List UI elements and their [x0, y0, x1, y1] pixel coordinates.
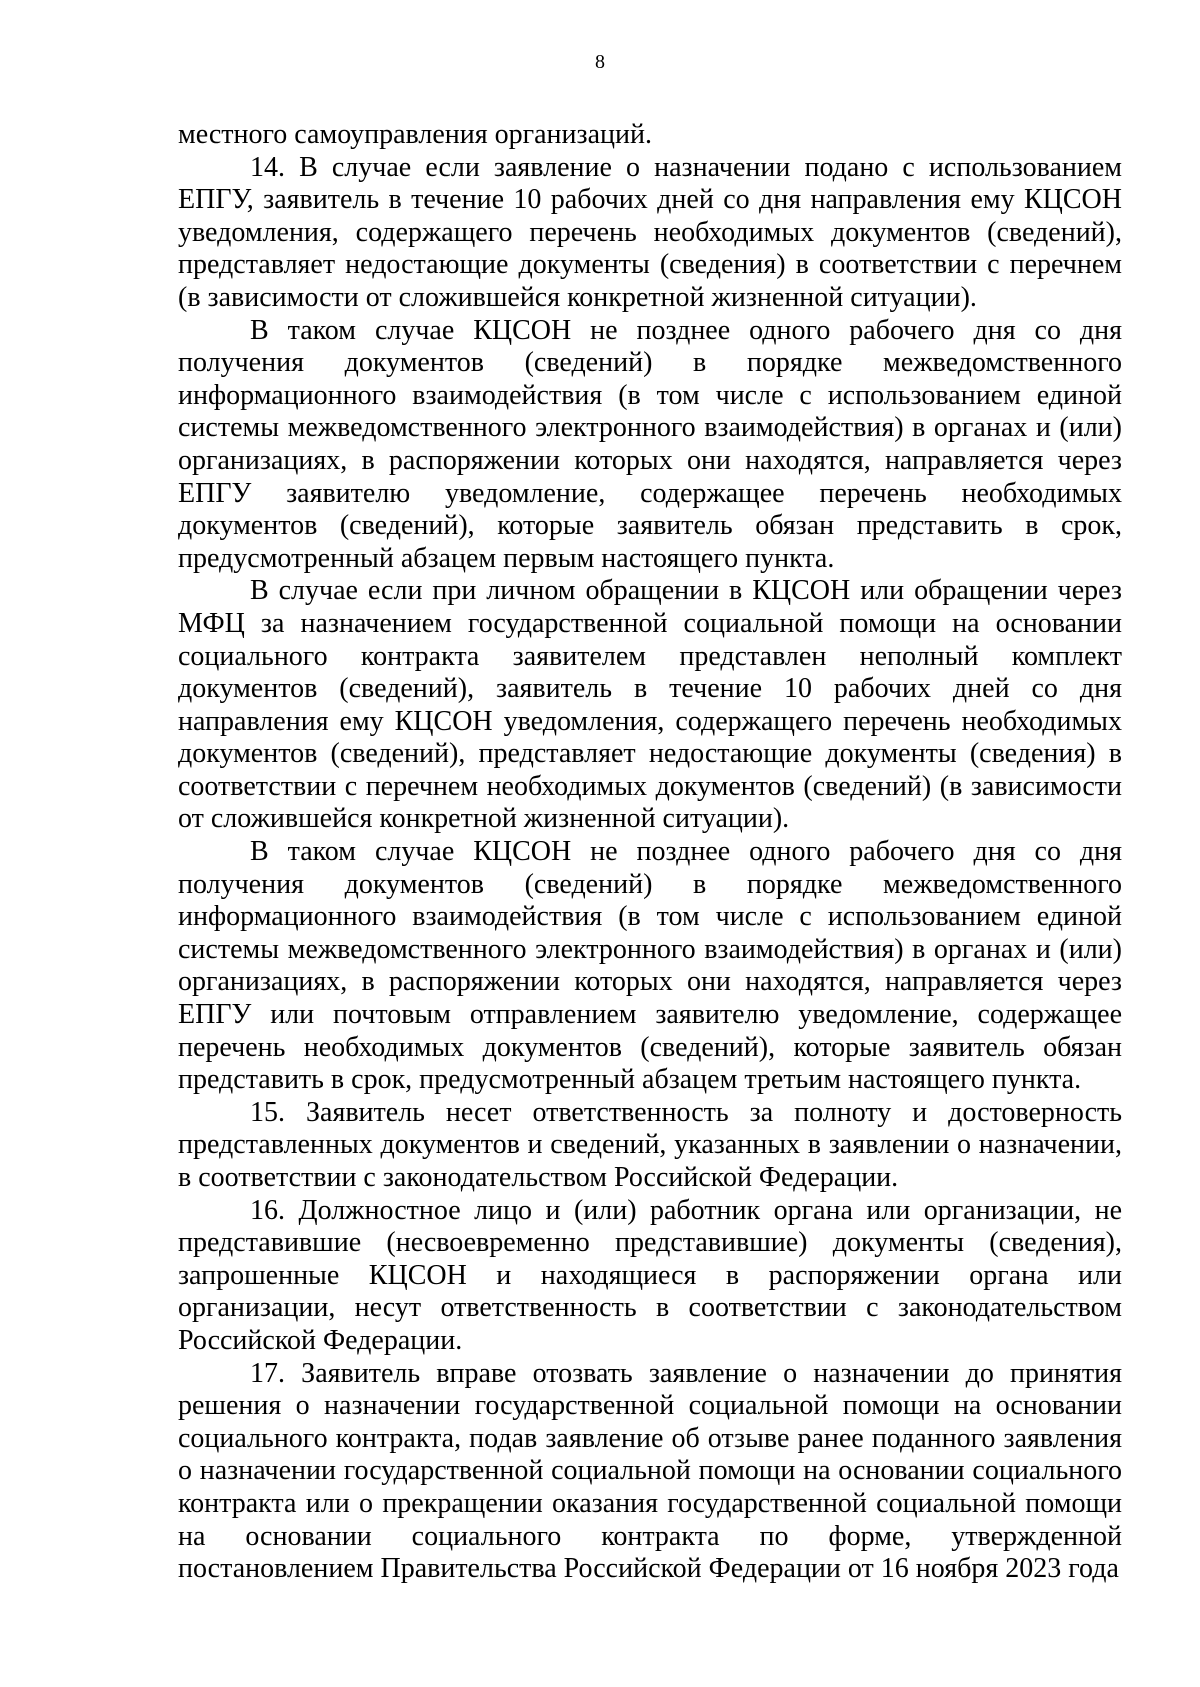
paragraph-17: 17. Заявитель вправе отозвать заявление о назначении до принятия решения о назначении государственной социальной помощи на основании социального контракта, подав заявление об отзыве ранее поданного заявления о назначении государственной социальной помощи на основании социального контракта или о прекращении оказания государственной социальной помощи на основании социального контракта по форме, утвержденной постановлением Правительства Российской Федерации от 16 ноября 2023 года [178, 1357, 1122, 1585]
paragraph-14-personal-appeal: В случае если при личном обращении в КЦСОН или обращении через МФЦ за назначением государственной социальной помощи на основании социального контракта заявителем представлен неполный комплект документов (сведений), заявитель в течение 10 рабочих дней со дня направления ему КЦСОН уведомления, содержащего перечень необходимых документов (сведений), представляет недостающие документы (сведения) в соответствии с перечнем необходимых документов (сведений) (в зависимости от сложившейся конкретной жизненной ситуации). [178, 575, 1122, 835]
paragraph-continuation: местного самоуправления организаций. [178, 119, 652, 150]
paragraph-14-epgu-notice: В таком случае КЦСОН не позднее одного рабочего дня со дня получения документов (сведений) в порядке межведомственного информационного взаимодействия (в том числе с использованием единой системы межведомственного электронного взаимодействия) в органах и (или) организациях, в распоряжении которых они находятся, направляется через ЕПГУ заявителю уведомление, содержащее перечень необходимых документов (сведений), которые заявитель обязан представить в срок, предусмотренный абзацем первым настоящего пункта. [178, 314, 1122, 574]
paragraph-15: 15. Заявитель несет ответственность за полноту и достоверность представленных документов и сведений, указанных в заявлении о назначении, в соответствии с законодательством Российской Федерации. [178, 1096, 1122, 1193]
paragraph-16: 16. Должностное лицо и (или) работник органа или организации, не представившие (несвоевременно представившие) документы (сведения), запрошенные КЦСОН и находящиеся в распоряжении органа или организации, несут ответственность в соответствии с законодательством Российской Федерации. [178, 1194, 1122, 1356]
page-number: 8 [595, 51, 605, 73]
paragraph-14: 14. В случае если заявление о назначении подано с использованием ЕПГУ, заявитель в течение 10 рабочих дней со дня направления ему КЦСОН уведомления, содержащего перечень необходимых документов (сведений), представляет недостающие документы (сведения) в соответствии с перечнем (в зависимости от сложившейся конкретной жизненной ситуации). [178, 151, 1122, 313]
paragraph-14-postal-notice: В таком случае КЦСОН не позднее одного рабочего дня со дня получения документов (сведений) в порядке межведомственного информационного взаимодействия (в том числе с использованием единой системы межведомственного электронного взаимодействия) в органах и (или) организациях, в распоряжении которых они находятся, направляется через ЕПГУ или почтовым отправлением заявителю уведомление, содержащее перечень необходимых документов (сведений), которые заявитель обязан представить в срок, предусмотренный абзацем третьим настоящего пункта. [178, 836, 1122, 1096]
document-body [178, 119, 1122, 1586]
